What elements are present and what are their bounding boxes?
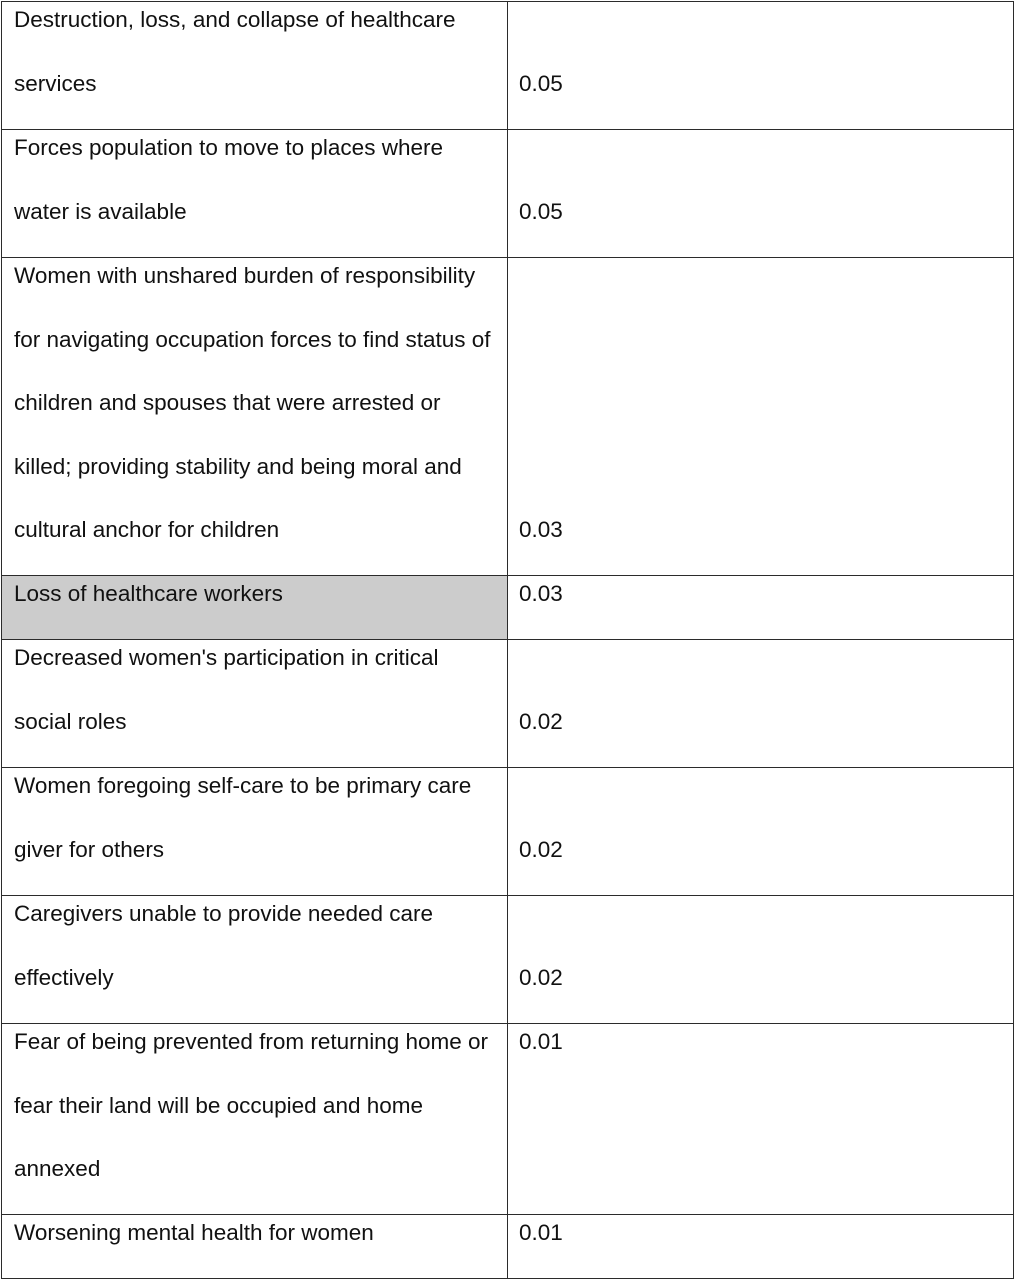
value-cell xyxy=(508,1024,1014,1215)
table-row xyxy=(2,1215,1014,1279)
value-cell xyxy=(508,1215,1014,1279)
label-cell xyxy=(2,2,508,130)
row-label: Destruction, loss, and collapse of healthcare services xyxy=(14,7,456,96)
row-value: 0.05 xyxy=(519,198,563,224)
value-cell xyxy=(508,2,1014,130)
row-label: Caregivers unable to provide needed care effectively xyxy=(14,901,434,990)
row-label: Women with unshared burden of responsibility for navigating occupation forces to find status of children and spouses that were arrested or killed; providing stability and being moral and cultural anchor for children xyxy=(14,263,491,542)
row-label: Forces population to move to places where water is available xyxy=(14,135,443,224)
label-cell xyxy=(2,130,508,258)
table-row xyxy=(2,2,1014,130)
table-row xyxy=(2,258,1014,576)
row-value: 0.01 xyxy=(519,1029,563,1054)
row-value: 0.02 xyxy=(519,964,563,990)
row-value: 0.01 xyxy=(519,1220,563,1245)
table-row xyxy=(2,640,1014,768)
row-label: Decreased women's participation in critical social roles xyxy=(14,645,439,734)
value-cell xyxy=(508,130,1014,258)
value-cell xyxy=(508,576,1014,640)
label-cell xyxy=(2,1024,508,1215)
row-label: Worsening mental health for women xyxy=(14,1220,374,1245)
row-label: Loss of healthcare workers xyxy=(14,581,283,606)
row-label: Fear of being prevented from returning home or fear their land will be occupied and home annexed xyxy=(14,1029,489,1181)
label-cell xyxy=(2,1215,508,1279)
row-value: 0.05 xyxy=(519,70,563,96)
row-value: 0.03 xyxy=(519,581,563,606)
label-cell xyxy=(2,896,508,1024)
table-row xyxy=(2,1024,1014,1215)
value-cell xyxy=(508,896,1014,1024)
row-label: Women foregoing self-care to be primary care giver for others xyxy=(14,773,472,862)
label-cell xyxy=(2,258,508,576)
row-value: 0.02 xyxy=(519,708,563,734)
value-cell xyxy=(508,768,1014,896)
label-cell xyxy=(2,640,508,768)
row-value: 0.03 xyxy=(519,516,563,542)
row-value: 0.02 xyxy=(519,836,563,862)
table-row xyxy=(2,130,1014,258)
data-table xyxy=(1,1,1014,1279)
table-row xyxy=(2,896,1014,1024)
value-cell xyxy=(508,640,1014,768)
label-cell xyxy=(2,768,508,896)
table-row xyxy=(2,768,1014,896)
value-cell xyxy=(508,258,1014,576)
